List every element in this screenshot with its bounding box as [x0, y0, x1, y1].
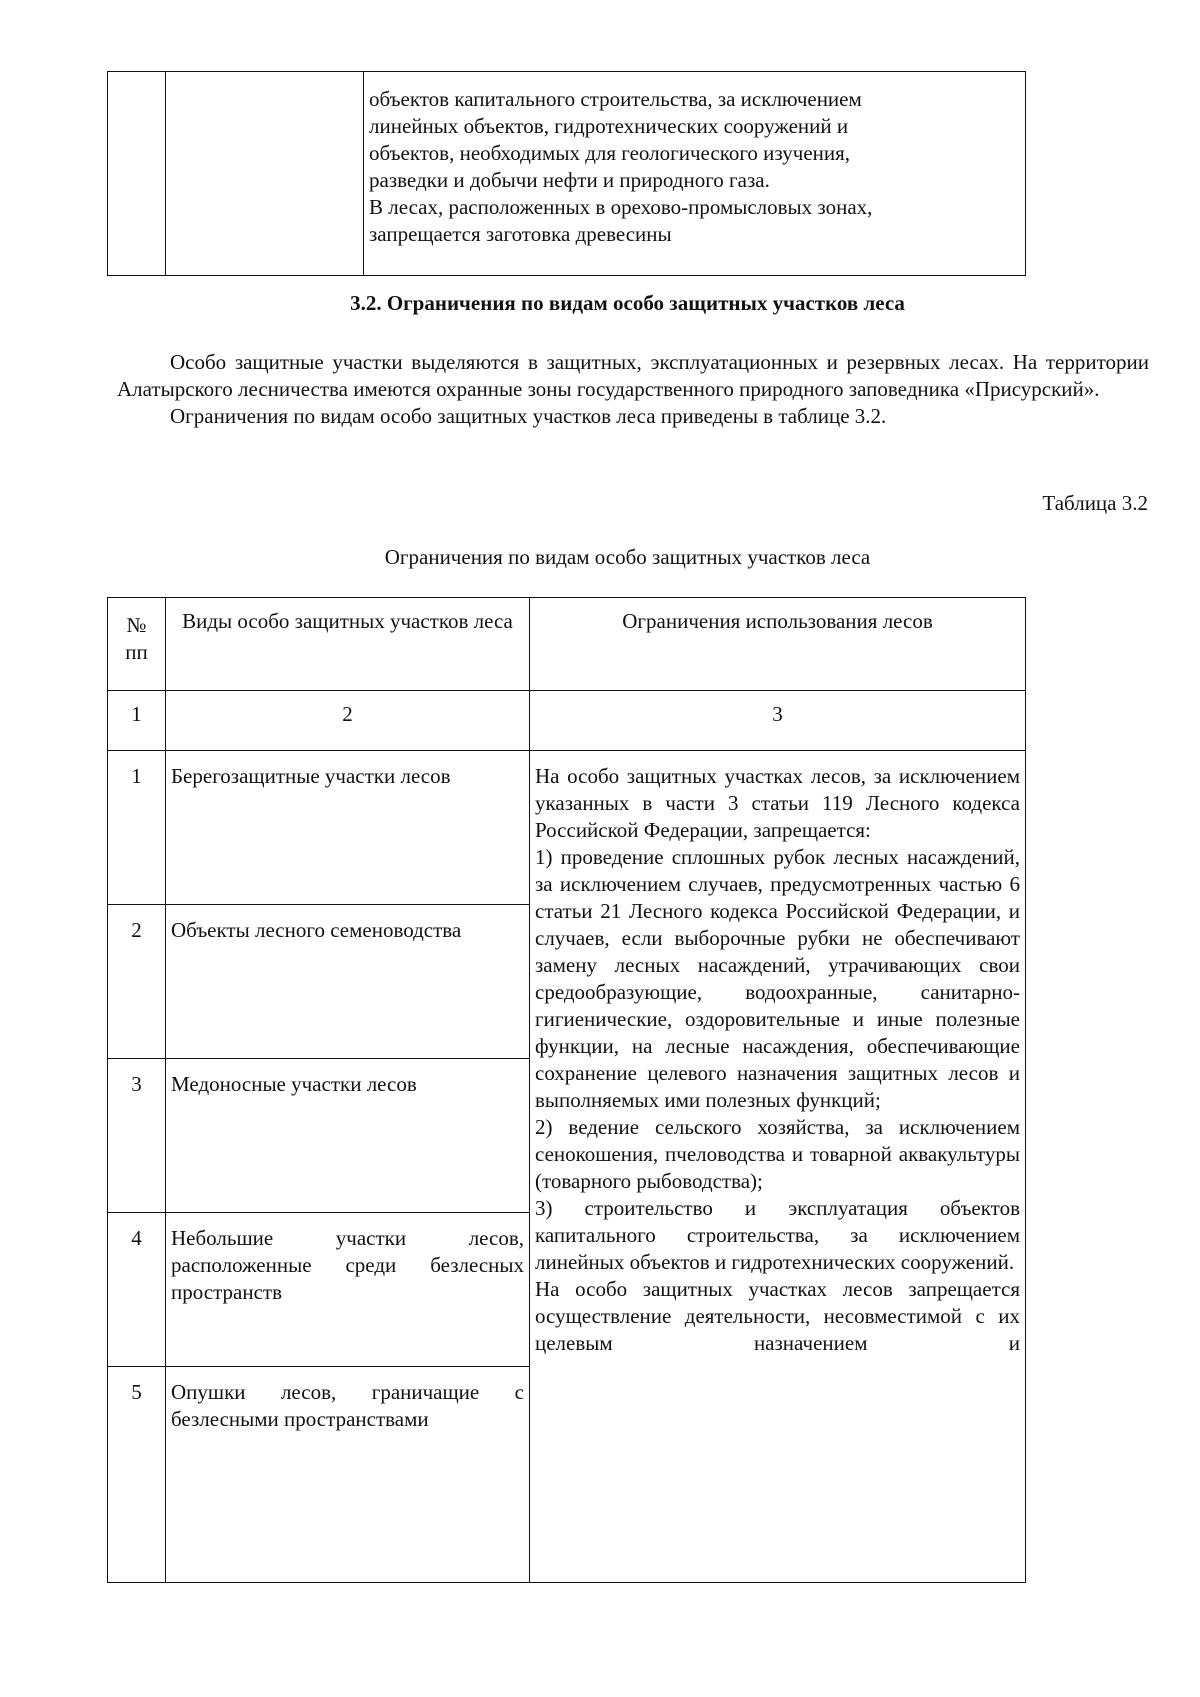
row-type: Опушки лесов, граничащие с безлесными пространствами — [166, 1367, 530, 1583]
continuation-line: В лесах, расположенных в орехово-промысловых зонах, — [369, 195, 873, 219]
continuation-line: объектов, необходимых для геологического изучения, — [369, 141, 851, 165]
restrictions-text — [535, 763, 1020, 1357]
table-label: Таблица 3.2 — [1042, 491, 1148, 515]
row-type: Медоносные участки лесов — [166, 1059, 530, 1213]
restriction-paragraph: На особо защитных участках лесов, за исключением указанных в части 3 статьи 119 Лесного кодекса Российской Федерации, запрещается: — [535, 764, 1020, 842]
continuation-line: линейных объектов, гидротехнических сооружений и — [369, 114, 849, 138]
row-num: 4 — [108, 1213, 166, 1367]
table-row — [108, 751, 1026, 905]
row-num: 1 — [108, 751, 166, 905]
column-number: 3 — [530, 691, 1026, 751]
restriction-paragraph: 1) проведение сплошных рубок лесных насаждений, за исключением случаев, предусмотренных частью 6 статьи 21 Лесного кодекса Российской Федерации, и случаев, если выборочные рубки не обеспечивают замену лесных насаждений, утрачивающих свои средообразующие, водоохранные, санитарно-гигиенические, оздоровительные и иные полезные функции, на лесные насаждения, обеспечивающие сохранение целевого назначения защитных лесов и выполняемых ими полезных функций; — [535, 845, 1020, 1112]
intro-paragraph: Особо защитные участки выделяются в защитных, эксплуатационных и резервных лесах. На территории Алатырского лесничества имеются охранные зоны государственного природного заповедника «Присурский». — [117, 350, 1149, 401]
continuation-table — [107, 71, 1026, 276]
header-restrictions: Ограничения использования лесов — [530, 598, 1026, 691]
row-num: 5 — [108, 1367, 166, 1583]
continuation-line: объектов капитального строительства, за исключением — [369, 87, 862, 111]
continuation-row — [108, 72, 1026, 276]
restrictions-table — [107, 597, 1026, 1583]
continuation-line: разведки и добычи нефти и природного газа. — [369, 168, 770, 192]
column-number: 2 — [166, 691, 530, 751]
restriction-paragraph: 2) ведение сельского хозяйства, за исключением сенокошения, пчеловодства и товарной аквакультуры (товарного рыбоводства); — [535, 1115, 1020, 1193]
row-num: 3 — [108, 1059, 166, 1213]
continuation-text-cell — [364, 72, 1026, 276]
continuation-line: запрещается заготовка древесины — [369, 222, 672, 246]
restriction-paragraph: На особо защитных участках лесов запрещается осуществление деятельности, несовместимой с их целевым назначением и — [535, 1277, 1020, 1355]
table-header-row — [108, 598, 1026, 691]
row-type: Берегозащитные участки лесов — [166, 751, 530, 905]
restrictions-cell — [530, 751, 1026, 1583]
continuation-text — [369, 86, 1018, 248]
continuation-type-cell — [166, 72, 364, 276]
header-num-text: № пп — [125, 613, 148, 664]
header-type: Виды особо защитных участков леса — [166, 598, 530, 691]
restriction-paragraph: 3) строительство и эксплуатация объектов капитального строительства, за исключением линейных объектов и гидротехнических сооружений. — [535, 1196, 1020, 1274]
intro-paragraph: Ограничения по видам особо защитных участков леса приведены в таблице 3.2. — [170, 404, 887, 428]
row-type: Объекты лесного семеноводства — [166, 905, 530, 1059]
column-number-row — [108, 691, 1026, 751]
intro-text — [117, 349, 1149, 430]
column-number: 1 — [108, 691, 166, 751]
section-heading: 3.2. Ограничения по видам особо защитных участков леса — [350, 291, 905, 315]
header-num — [108, 598, 166, 691]
row-num: 2 — [108, 905, 166, 1059]
table-caption: Ограничения по видам особо защитных участков леса — [384, 545, 871, 569]
continuation-num-cell — [108, 72, 166, 276]
row-type: Небольшие участки лесов, расположенные среди безлесных пространств — [166, 1213, 530, 1367]
